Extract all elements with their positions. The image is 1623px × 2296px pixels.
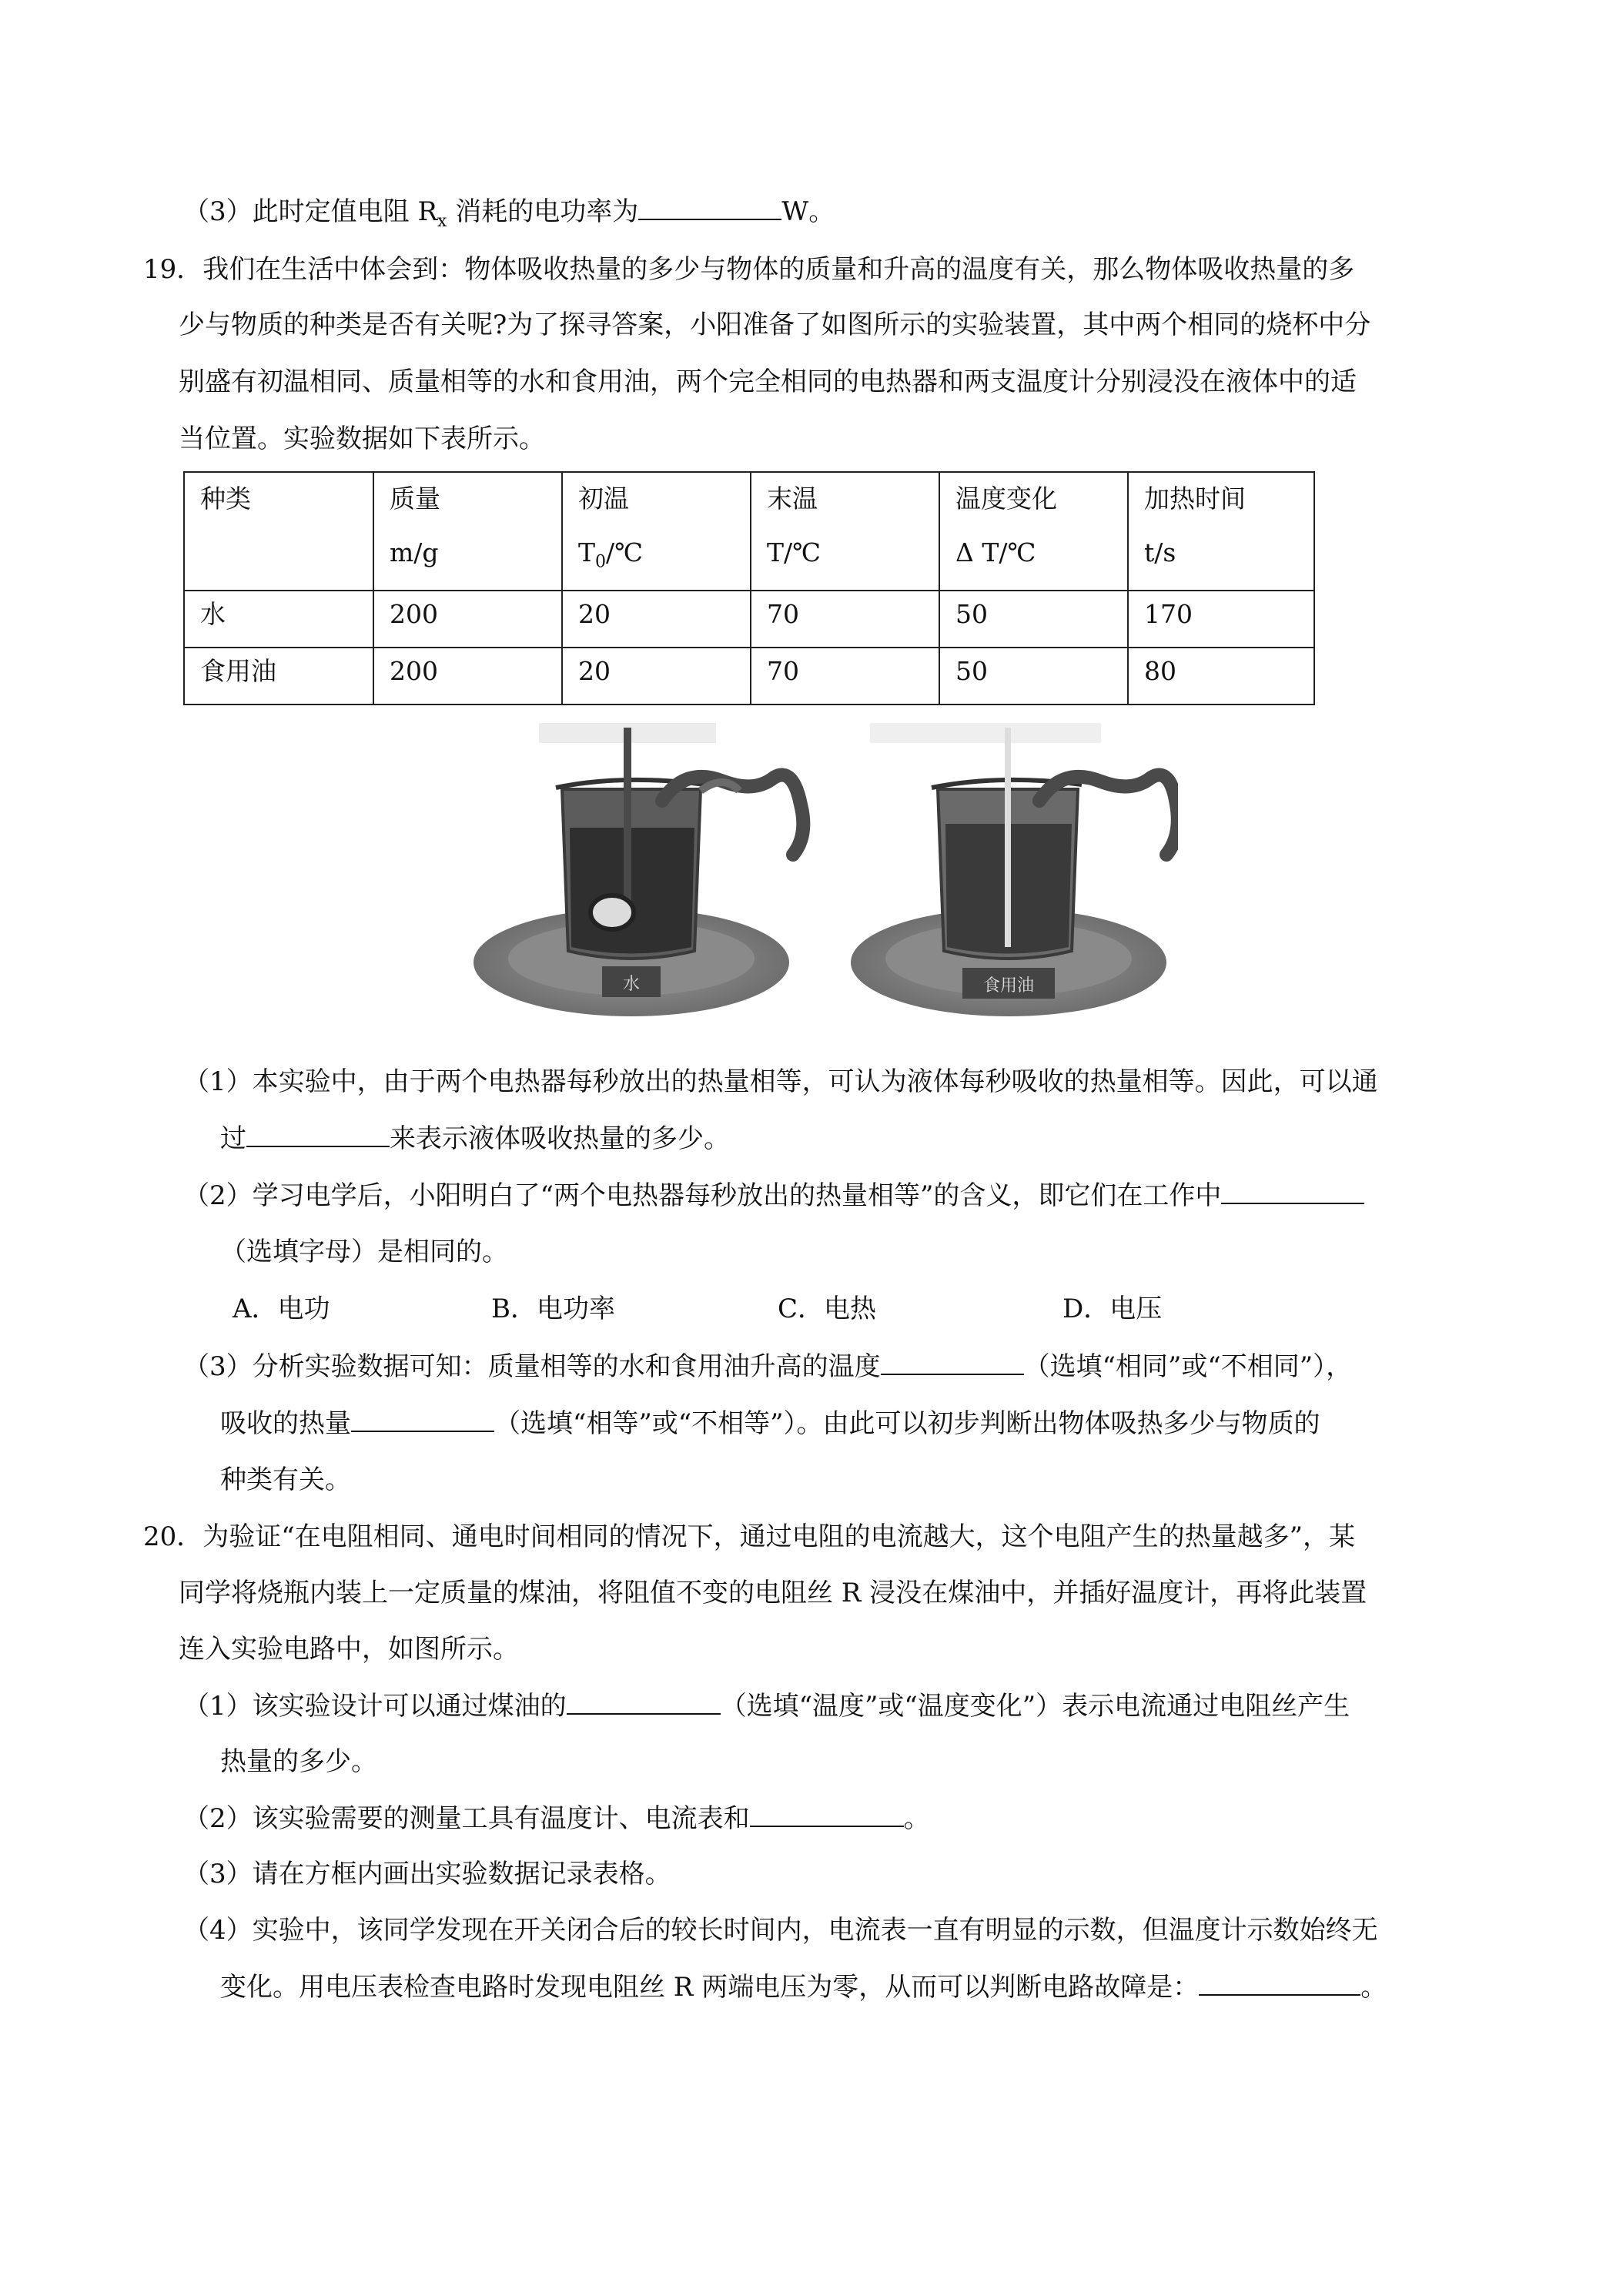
q19-part3-line-1: （3）分析实验数据可知：质量相等的水和食用油升高的温度 （选填“相同”或“不相同”）， xyxy=(183,1351,1353,1382)
answer-blank[interactable] xyxy=(638,196,781,220)
left-plate-label: 水 xyxy=(622,975,641,994)
table-header-row xyxy=(184,472,1314,591)
header-cell: 加热时间 t/s xyxy=(1128,472,1314,591)
q19-part3-line-3: 种类有关。 xyxy=(220,1464,351,1495)
option-c: C．电热 xyxy=(778,1294,877,1324)
q19-part1-line-1: （1）本实验中，由于两个电热器每秒放出的热量相等，可认为液体每秒吸收的热量相等。因此，可以通 xyxy=(183,1066,1378,1097)
q19-line-1: 19．我们在生活中体会到：物体吸收热量的多少与物体的质量和升高的温度有关，那么物体吸收热量的多 xyxy=(143,254,1355,285)
header-cell: 初温 $T_0/℃$ xyxy=(562,472,751,591)
table-row: 食用油 200 20 70 50 80 xyxy=(184,648,1314,705)
q19-line-4: 当位置。实验数据如下表所示。 xyxy=(179,423,545,454)
q19-part1-line-2: 过 来表示液体吸收热量的多少。 xyxy=(220,1123,730,1154)
q19-part3-line-2: 吸收的热量 （选填“相等”或“不相等”）。由此可以初步判断出物体吸热多少与物质的 xyxy=(220,1408,1320,1439)
question-number: 19． xyxy=(143,254,203,285)
answer-blank[interactable] xyxy=(246,1123,390,1147)
header-cell: 种类 xyxy=(184,472,373,591)
q20-part3: （3）请在方框内画出实验数据记录表格。 xyxy=(183,1859,671,1889)
answer-blank[interactable] xyxy=(881,1350,1024,1375)
q18-part3: （3）此时定值电阻 $R_x$ 消耗的电功率为 W。 xyxy=(183,196,835,231)
question-number: 20． xyxy=(143,1521,203,1552)
q19-part2-line-1: （2）学习电学后，小阳明白了“两个电热器每秒放出的热量相等”的含义，即它们在工作中 xyxy=(183,1180,1364,1211)
q19-line-3: 别盛有初温相同、质量相等的水和食用油，两个完全相同的电热器和两支温度计分别浸没在液体中的适 xyxy=(179,366,1357,397)
q20-part1-line-1: （1）该实验设计可以通过煤油的 （选填“温度”或“温度变化”）表示电流通过电阻丝产生 xyxy=(183,1691,1350,1722)
q20-part2: （2）该实验需要的测量工具有温度计、电流表和 。 xyxy=(183,1803,930,1834)
q20-part4-line-1: （4）实验中，该同学发现在开关闭合后的较长时间内，电流表一直有明显的示数，但温度计示数始终无 xyxy=(183,1915,1378,1946)
answer-blank[interactable] xyxy=(1221,1180,1364,1204)
option-d: D．电压 xyxy=(1062,1294,1163,1324)
table-row: 水 200 20 70 50 170 xyxy=(184,591,1314,648)
answer-blank[interactable] xyxy=(567,1690,721,1715)
option-a: A．电功 xyxy=(233,1294,330,1324)
answer-blank[interactable] xyxy=(351,1407,494,1432)
header-cell: 温度变化 Δ T/℃ xyxy=(939,472,1128,591)
q19-part2-line-2: （选填字母）是相同的。 xyxy=(220,1237,508,1267)
q20-line-1: 20．为验证“在电阻相同、通电时间相同的情况下，通过电阻的电流越大，这个电阻产生的热量越多”，某 xyxy=(143,1521,1356,1552)
q20-line-3: 连入实验电路中，如图所示。 xyxy=(179,1634,519,1665)
header-cell: 质量 m/g xyxy=(373,472,562,591)
beakers-photo xyxy=(470,720,1178,1036)
right-plate-label: 食用油 xyxy=(982,976,1035,996)
experiment-data-table xyxy=(183,471,1315,705)
q19-line-2: 少与物质的种类是否有关呢?为了探寻答案，小阳准备了如图所示的实验装置，其中两个相同的烧杯中分 xyxy=(179,310,1371,340)
q20-part4-line-2: 变化。用电压表检查电路时发现电阻丝 R 两端电压为零，从而可以判断电路故障是： 。 xyxy=(220,1972,1387,2003)
header-cell: 末温 T/℃ xyxy=(751,472,939,591)
q20-line-2: 同学将烧瓶内装上一定质量的煤油，将阻值不变的电阻丝 R 浸没在煤油中，并插好温度计，再将此装置 xyxy=(179,1578,1367,1608)
q20-part1-line-2: 热量的多少。 xyxy=(220,1746,377,1777)
option-b: B．电功率 xyxy=(491,1294,615,1324)
answer-blank[interactable] xyxy=(750,1802,904,1827)
answer-blank[interactable] xyxy=(1199,1971,1360,1996)
